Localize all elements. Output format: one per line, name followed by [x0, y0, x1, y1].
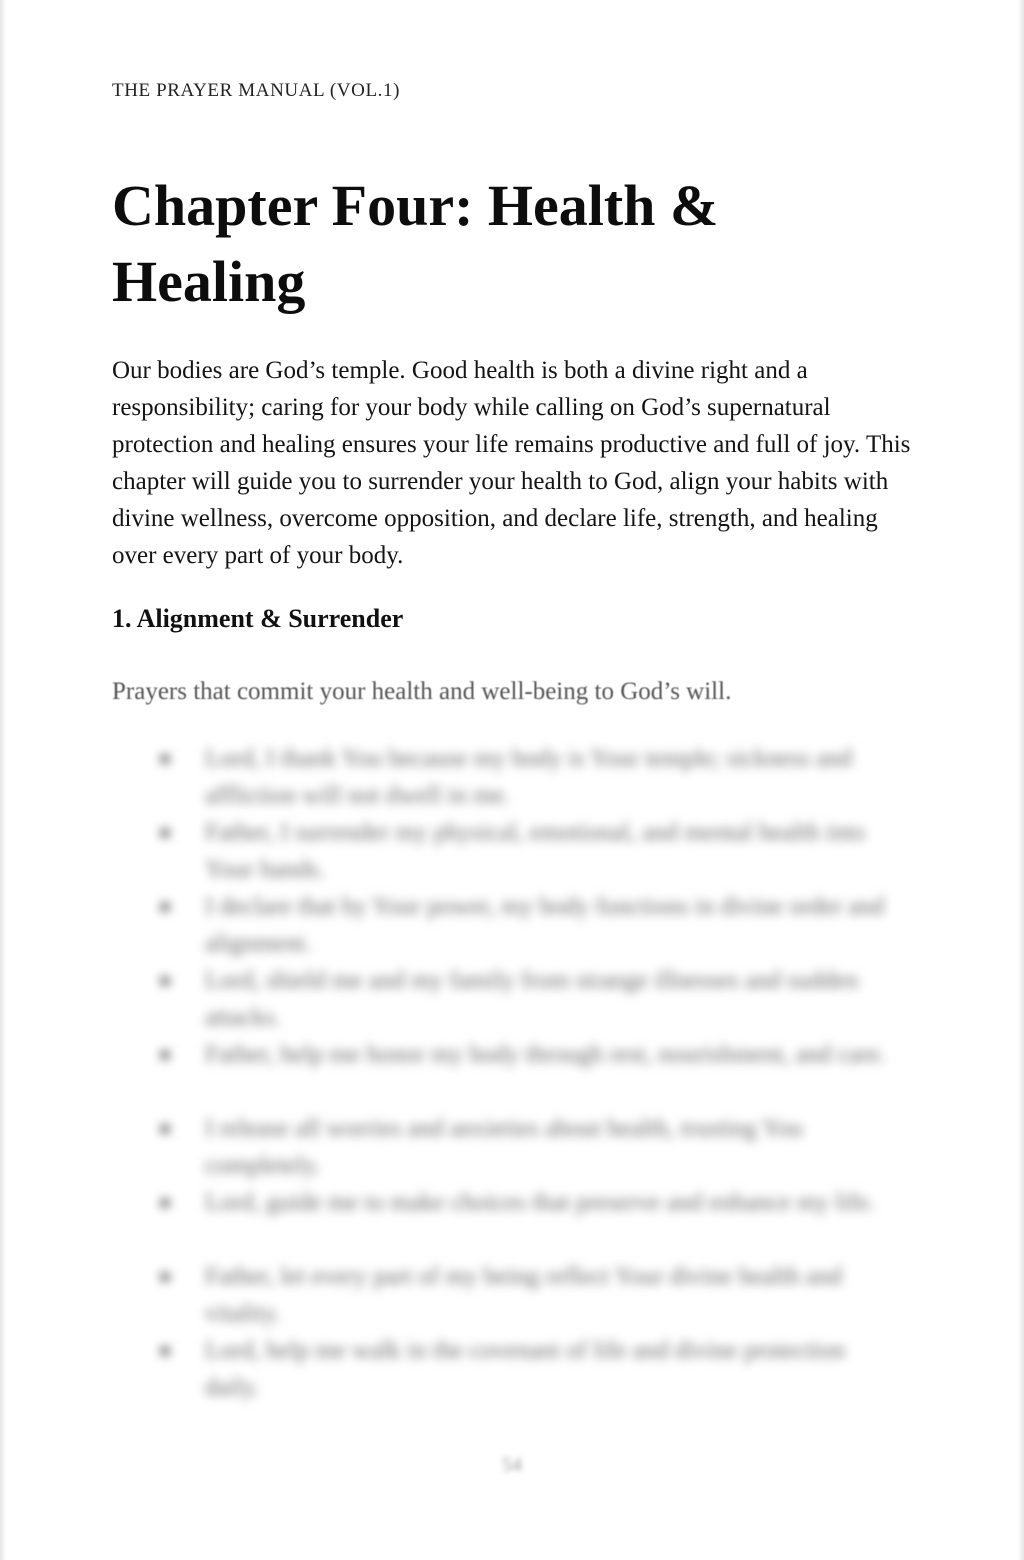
- bullet-icon: [160, 828, 170, 838]
- bullet-icon: [160, 1124, 170, 1134]
- list-item: [160, 814, 900, 888]
- bullet-icon: [160, 1346, 170, 1356]
- list-item: [160, 1036, 900, 1110]
- prayer-text: Lord, help me walk in the covenant of life and divine protection daily.: [205, 1337, 846, 1401]
- page-edge-right: [1018, 0, 1024, 1560]
- running-header: THE PRAYER MANUAL (VOL.1): [112, 80, 401, 101]
- chapter-intro-paragraph: Our bodies are God’s temple. Good health is both a divine right and a responsibility; caring for your body while calling on God’s supernatural protection and healing ensures your life remains productive and full of joy. This chapter will guide you to surrender your health to God, align your habits with divine wellness, overcome opposition, and declare life, strength, and healing over every part of your body.: [112, 357, 911, 569]
- list-item: [160, 962, 900, 1036]
- bullet-icon: [160, 1198, 170, 1208]
- list-item: [160, 1258, 900, 1332]
- list-item: [160, 1332, 900, 1406]
- prayer-text: Lord, shield me and my family from strange illnesses and sudden attacks.: [205, 967, 859, 1031]
- prayer-text: I declare that by Your power, my body functions in divine order and alignment.: [205, 893, 885, 957]
- prayer-text: Father, I surrender my physical, emotional, and mental health into Your hands.: [205, 819, 865, 883]
- bullet-icon: [160, 754, 170, 764]
- list-item: [160, 888, 900, 962]
- prayer-text: I release all worries and anxieties about health, trusting You completely.: [205, 1115, 803, 1179]
- prayer-text: Lord, guide me to make choices that preserve and enhance my life.: [205, 1189, 875, 1216]
- prayer-text: Father, help me honor my body through rest, nourishment, and care.: [205, 1041, 886, 1068]
- page-number: 54: [502, 1454, 522, 1476]
- list-item: [160, 740, 900, 814]
- page-edge-left: [0, 0, 6, 1560]
- bullet-icon: [160, 1272, 170, 1282]
- bullet-icon: [160, 902, 170, 912]
- list-item: [160, 1184, 900, 1258]
- chapter-title: Chapter Four: Health & Healing: [112, 173, 719, 314]
- list-item: [160, 1110, 900, 1184]
- prayer-text: Father, let every part of my being reflect Your divine health and vitality.: [205, 1263, 842, 1327]
- bullet-icon: [160, 976, 170, 986]
- section-heading: 1. Alignment & Surrender: [112, 604, 404, 633]
- prayer-list: [160, 740, 900, 1406]
- prayer-text: Lord, I thank You because my body is Your temple; sickness and affliction will not dwell in me.: [205, 745, 853, 809]
- section-subtitle: Prayers that commit your health and well-being to God’s will.: [112, 678, 732, 705]
- bullet-icon: [160, 1050, 170, 1060]
